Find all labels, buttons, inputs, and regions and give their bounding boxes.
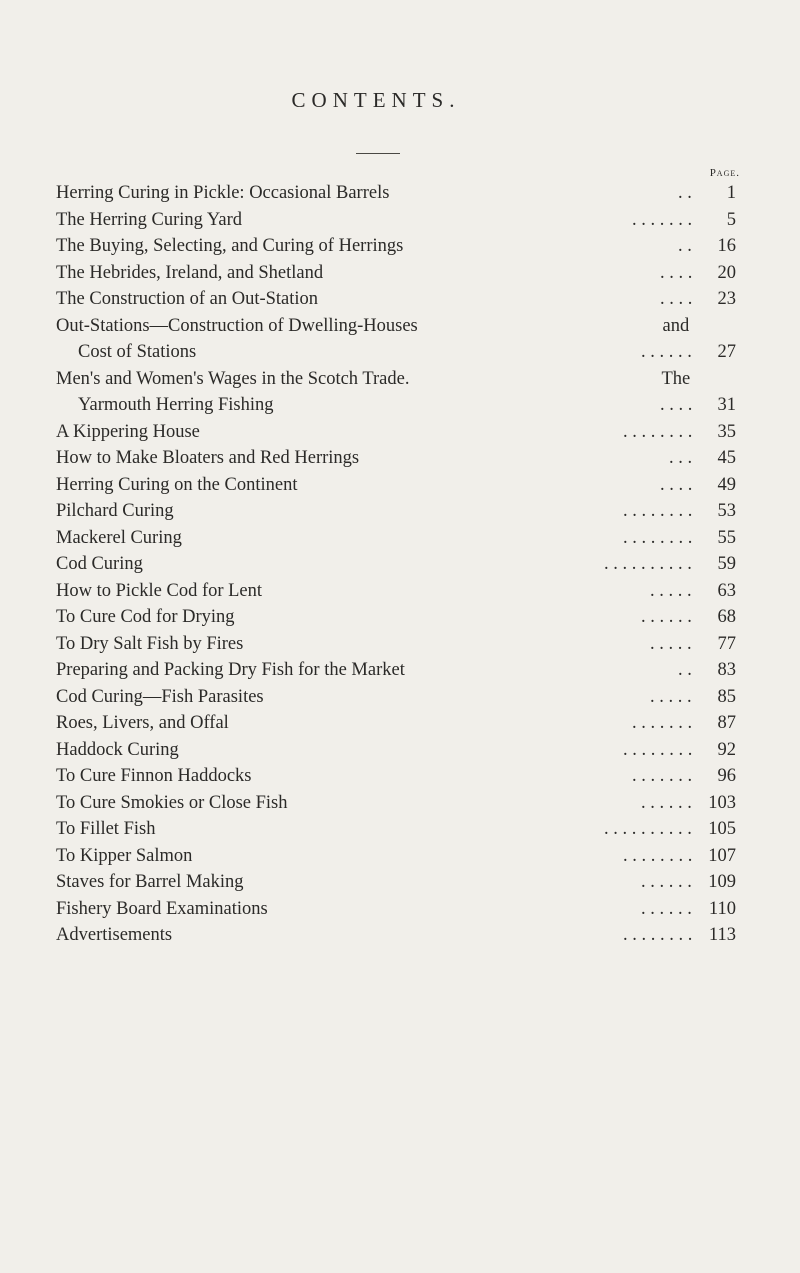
contents-entry bbox=[56, 869, 756, 896]
contents-entry bbox=[56, 233, 756, 260]
leader-dots: . . . . . . . . bbox=[623, 501, 693, 521]
entry-title: The Buying, Selecting, and Curing of Herrings bbox=[56, 236, 404, 256]
contents-entry bbox=[56, 578, 756, 605]
entry-title: To Fillet Fish bbox=[56, 819, 156, 839]
leader-dots: . . bbox=[678, 236, 692, 256]
page-title: CONTENTS. bbox=[291, 88, 461, 112]
contents-entry bbox=[56, 843, 756, 870]
entry-title: Herring Curing in Pickle: Occasional Barrels bbox=[56, 183, 390, 203]
entry-page-number: 35 bbox=[717, 421, 736, 442]
entry-title: Cost of Stations bbox=[78, 342, 197, 362]
entry-title: The Herring Curing Yard bbox=[56, 209, 243, 230]
contents-entry bbox=[56, 922, 756, 949]
entry-page-number: 16 bbox=[717, 236, 736, 256]
contents-entry bbox=[56, 737, 756, 764]
entry-title: To Kipper Salmon bbox=[56, 845, 193, 866]
entry-page-number: 1 bbox=[726, 183, 736, 203]
entry-page-number: 110 bbox=[708, 898, 736, 919]
entry-page-number: 92 bbox=[717, 739, 736, 760]
contents-entry bbox=[56, 790, 756, 817]
contents-entry bbox=[56, 419, 756, 446]
leader-dots: . . . . . . bbox=[641, 792, 692, 813]
contents-entry bbox=[56, 498, 756, 525]
entry-page-number: 96 bbox=[717, 766, 736, 786]
entry-title: Staves for Barrel Making bbox=[56, 872, 244, 892]
entry-page-number: 45 bbox=[717, 448, 736, 468]
leader-dots: . . . . . . bbox=[641, 872, 692, 892]
entry-page-number: 31 bbox=[717, 395, 736, 415]
leader-dots: . . . . . bbox=[650, 580, 692, 601]
entry-page-number: 77 bbox=[717, 633, 736, 654]
entry-page-number: 53 bbox=[717, 501, 736, 521]
contents-list bbox=[56, 180, 756, 949]
entry-page-number: 27 bbox=[717, 342, 736, 362]
contents-entry bbox=[56, 286, 756, 313]
entry-page-number: 59 bbox=[717, 554, 736, 574]
contents-entry bbox=[56, 207, 756, 234]
contents-entry bbox=[56, 551, 756, 578]
entry-title: Advertisements bbox=[56, 925, 173, 945]
entry-title: The Construction of an Out-Station bbox=[56, 289, 319, 309]
entry-title: Cod Curing bbox=[56, 554, 143, 574]
contents-entry bbox=[56, 763, 756, 790]
entry-page-number: 109 bbox=[708, 872, 736, 892]
leader-dots: . . . . . . . . . . bbox=[604, 554, 692, 574]
entry-title: Pilchard Curing bbox=[56, 501, 174, 521]
entry-title: How to Pickle Cod for Lent bbox=[56, 580, 263, 601]
entry-title: The Hebrides, Ireland, and Shetland bbox=[56, 262, 324, 283]
entry-title: How to Make Bloaters and Red Herrings bbox=[56, 448, 360, 468]
entry-page-number: 68 bbox=[717, 607, 736, 627]
contents-entry bbox=[56, 631, 756, 658]
entry-title: Preparing and Packing Dry Fish for the Market bbox=[56, 660, 405, 680]
entry-title: Yarmouth Herring Fishing bbox=[78, 395, 274, 415]
contents-entry bbox=[56, 392, 756, 419]
leader-dots: . . . bbox=[669, 448, 693, 468]
contents-entry bbox=[56, 339, 756, 366]
entry-page-number: 103 bbox=[708, 792, 736, 813]
entry-title: Roes, Livers, and Offal bbox=[56, 713, 229, 733]
entry-title: Haddock Curing bbox=[56, 739, 179, 760]
leader-dots: . . . . . bbox=[650, 633, 692, 654]
entry-title: Fishery Board Examinations bbox=[56, 898, 268, 919]
entry-page-number: 105 bbox=[708, 819, 736, 839]
leader-dots: . . . . bbox=[660, 474, 693, 495]
entry-title: To Cure Cod for Drying bbox=[56, 607, 235, 627]
leader-dots: . . . . . bbox=[650, 686, 692, 707]
entry-title: A Kippering House bbox=[56, 421, 200, 442]
entry-title: Mackerel Curing bbox=[56, 527, 182, 548]
leader-dots: . . . . . . bbox=[641, 607, 692, 627]
leader-dots: . . . . . . . . bbox=[623, 421, 693, 442]
leader-dots: . . . . . . . . bbox=[623, 925, 693, 945]
entry-continuation-word: The bbox=[661, 368, 691, 389]
leader-dots: . . . . . . bbox=[641, 342, 692, 362]
leader-dots: . . . . . . . . bbox=[623, 527, 693, 548]
leader-dots: . . . . . . . bbox=[632, 209, 693, 230]
contents-entry bbox=[56, 525, 756, 552]
entry-title: Out-Stations—Construction of Dwelling-Houses bbox=[56, 315, 418, 336]
entry-page-number: 5 bbox=[726, 209, 736, 230]
entry-title: To Cure Finnon Haddocks bbox=[56, 766, 252, 786]
entry-page-number: 23 bbox=[717, 289, 736, 309]
contents-entry bbox=[56, 445, 756, 472]
entry-page-number: 113 bbox=[708, 925, 736, 945]
leader-dots: . . . . . . . . bbox=[623, 845, 693, 866]
leader-dots: . . . . . . . bbox=[632, 713, 693, 733]
leader-dots: . . bbox=[678, 183, 692, 203]
contents-entry bbox=[56, 260, 756, 287]
leader-dots: . . . . bbox=[660, 395, 693, 415]
entry-page-number: 49 bbox=[717, 474, 736, 495]
leader-dots: . . . . . . . . . . bbox=[604, 819, 692, 839]
title-rule bbox=[356, 153, 400, 154]
leader-dots: . . . . . . bbox=[641, 898, 692, 919]
contents-entry bbox=[56, 896, 756, 923]
contents-entry bbox=[56, 313, 756, 340]
entry-title: To Dry Salt Fish by Fires bbox=[56, 633, 244, 654]
entry-title: Cod Curing—Fish Parasites bbox=[56, 686, 264, 707]
entry-page-number: 87 bbox=[717, 713, 736, 733]
leader-dots: . . . . bbox=[660, 289, 693, 309]
entry-continuation-word: and bbox=[662, 315, 690, 336]
leader-dots: . . . . . . . bbox=[632, 766, 693, 786]
contents-entry bbox=[56, 180, 756, 207]
entry-page-number: 83 bbox=[717, 660, 736, 680]
entry-title: To Cure Smokies or Close Fish bbox=[56, 792, 288, 813]
entry-page-number: 107 bbox=[708, 845, 736, 866]
contents-entry bbox=[56, 472, 756, 499]
entry-page-number: 85 bbox=[717, 686, 736, 707]
leader-dots: . . bbox=[678, 660, 692, 680]
leader-dots: . . . . . . . . bbox=[623, 739, 693, 760]
contents-entry bbox=[56, 657, 756, 684]
entry-page-number: 55 bbox=[717, 527, 736, 548]
entry-title: Herring Curing on the Continent bbox=[56, 474, 298, 495]
page-column-heading: Page. bbox=[709, 167, 740, 179]
contents-entry bbox=[56, 604, 756, 631]
entry-page-number: 20 bbox=[717, 262, 736, 283]
entry-title: Men's and Women's Wages in the Scotch Trade. bbox=[56, 368, 410, 389]
contents-entry bbox=[56, 684, 756, 711]
leader-dots: . . . . bbox=[660, 262, 693, 283]
entry-page-number: 63 bbox=[717, 580, 736, 601]
contents-entry bbox=[56, 366, 756, 393]
contents-entry bbox=[56, 816, 756, 843]
contents-entry bbox=[56, 710, 756, 737]
